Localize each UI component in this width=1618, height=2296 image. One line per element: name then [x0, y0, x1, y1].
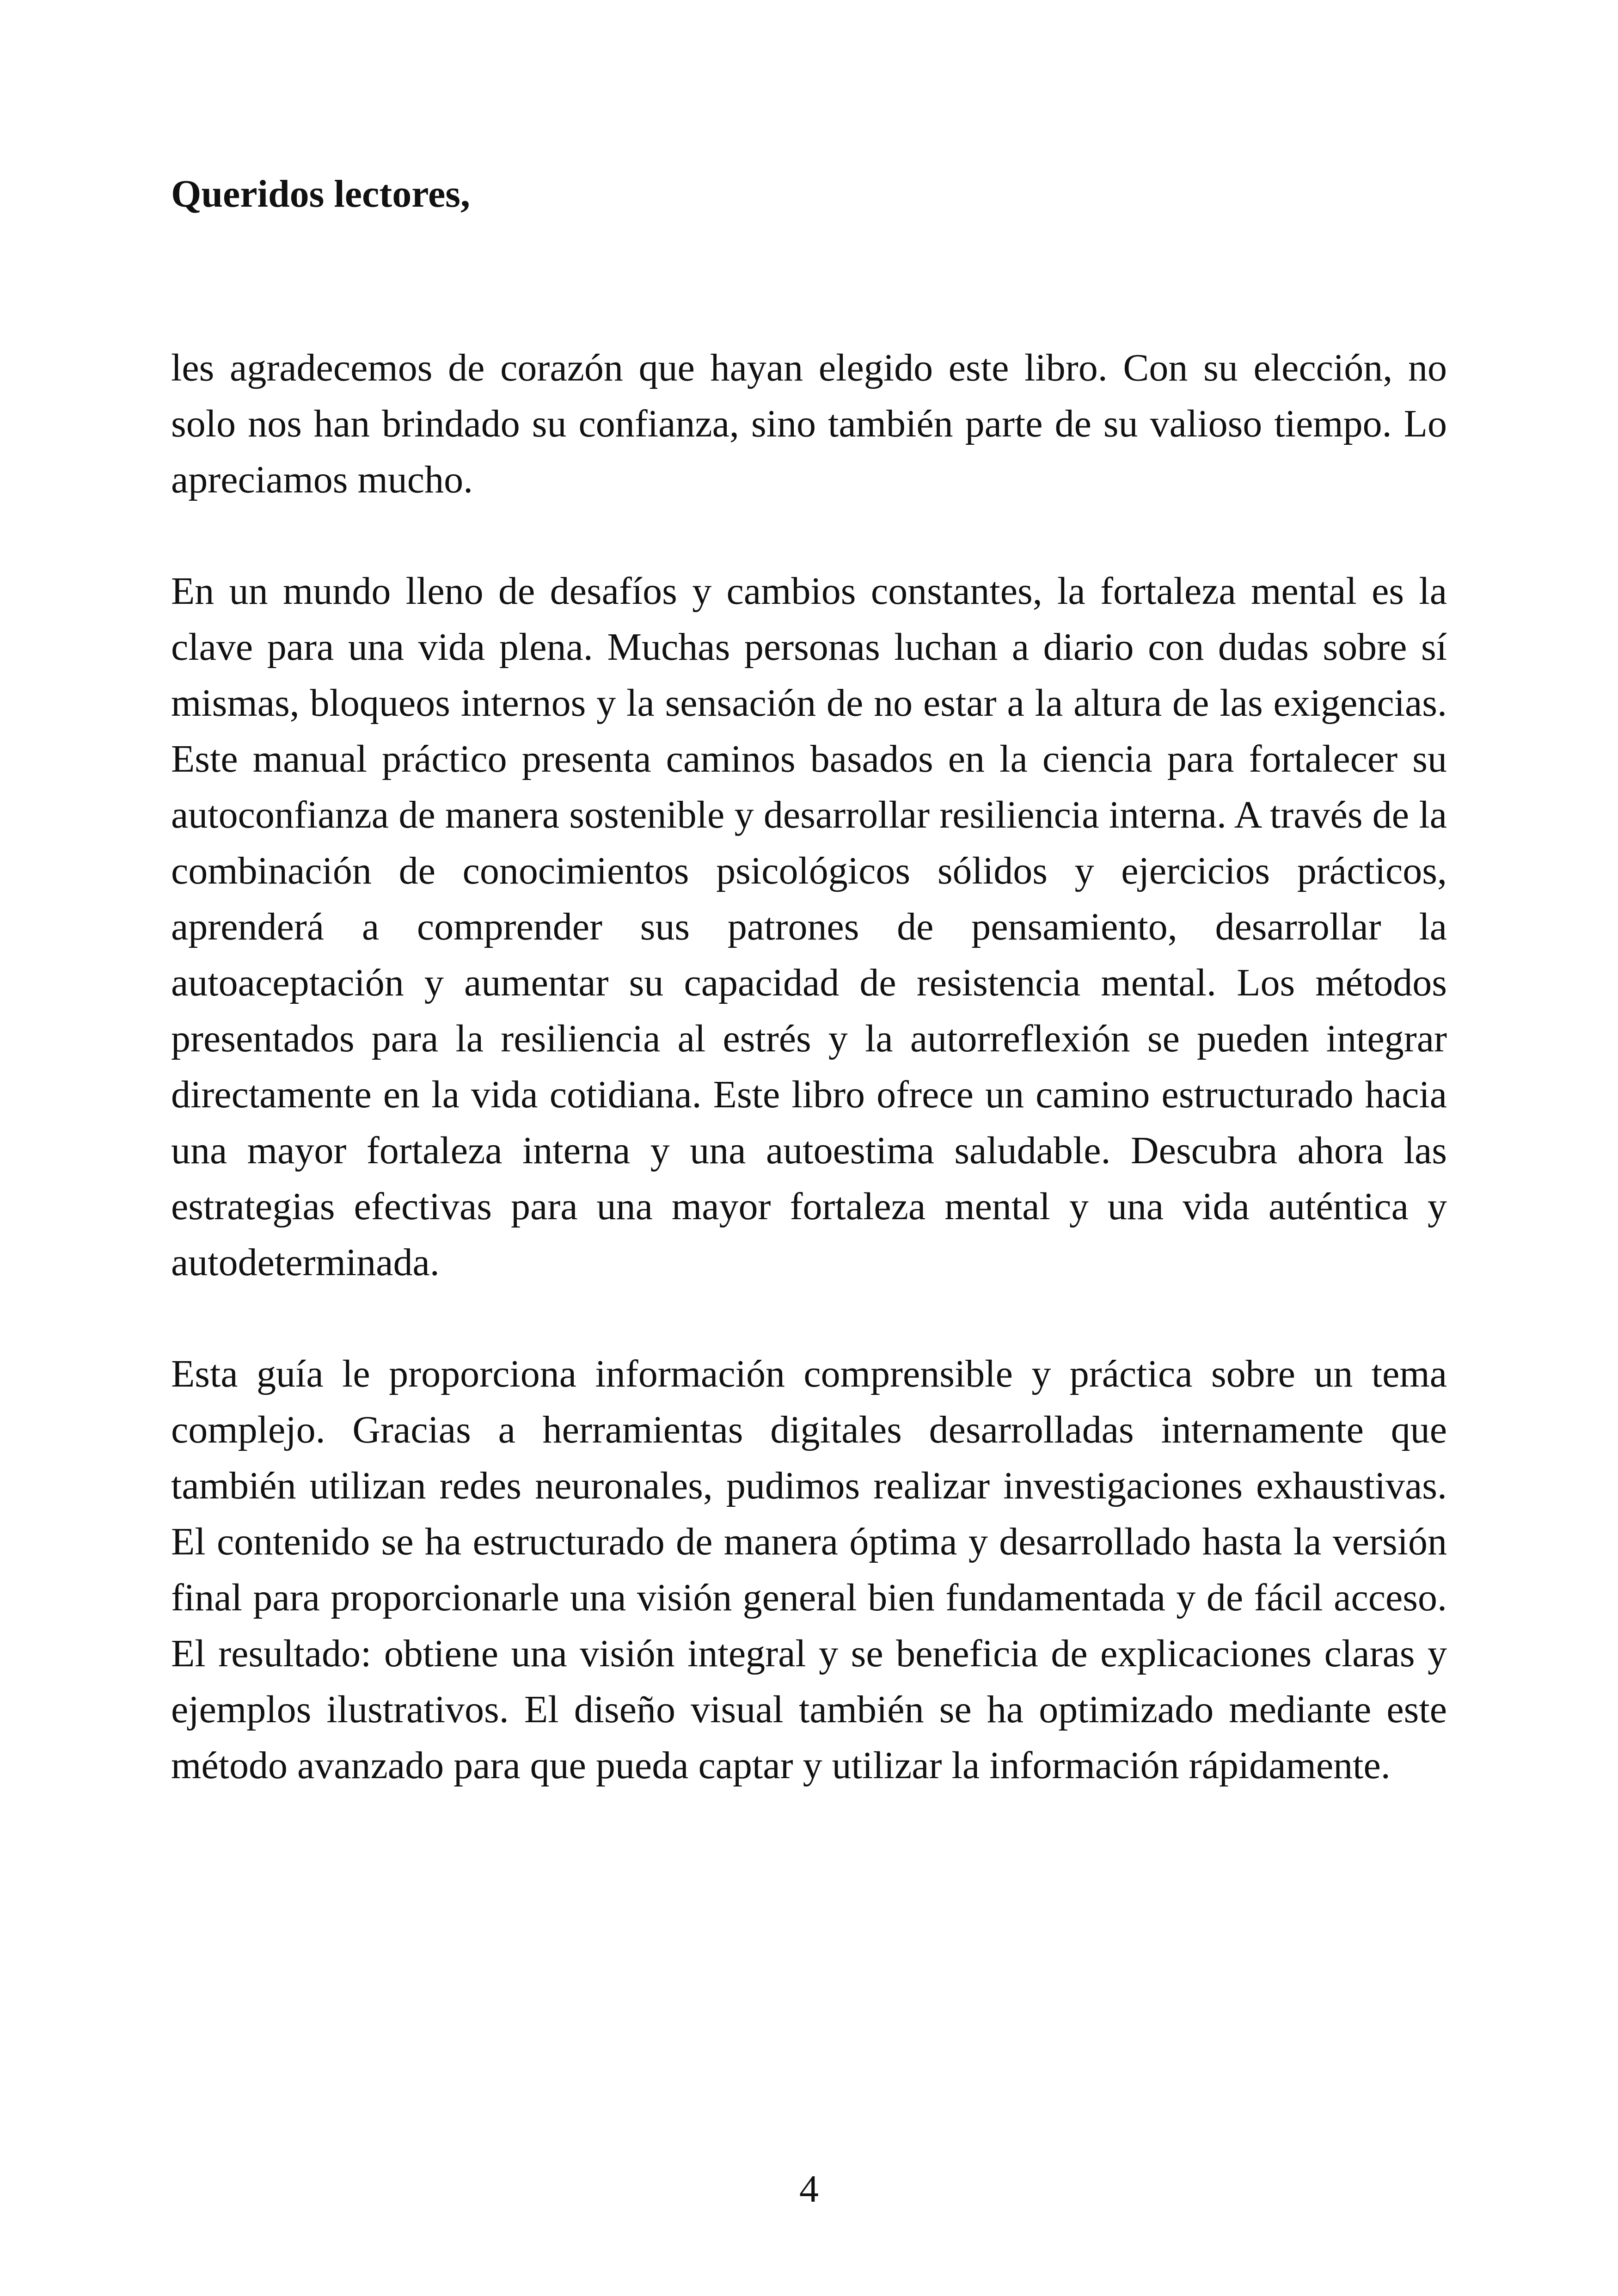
salutation-heading: Queridos lectores,	[171, 172, 470, 215]
body-text	[171, 340, 1447, 1849]
paragraph-introduction: En un mundo lleno de desafíos y cambios constantes, la fortaleza mental es la clave para una vida plena. Muchas personas luchan a diario con dudas sobre sí mismas, bloqueos internos y la sensación de no estar a la altura de las exigencias. Este manual práctico presenta caminos basados en la ciencia para fortalecer su autoconfianza de manera sostenible y desarrollar resiliencia interna. A través de la combinación de conocimientos psicológicos sólidos y ejercicios prácticos, aprenderá a comprender sus patrones de pensamiento, desarrollar la autoaceptación y aumentar su capacidad de resistencia mental. Los métodos presentados para la resiliencia al estrés y la autorreflexión se pueden integrar directamente en la vida cotidiana. Este libro ofrece un camino estructurado hacia una mayor fortaleza interna y una autoestima saludable. Descubra ahora las estrategias efectivas para una mayor fortaleza mental y una vida auténtica y autodeterminada.	[171, 570, 1447, 1284]
paragraph-guide-method: Esta guía le proporciona información comprensible y práctica sobre un tema complejo. Gracias a herramientas digitales desarrolladas internamente que también utilizan redes neuronales, pudimos realizar investigaciones exhaustivas. El contenido se ha estructurado de manera óptima y desarrollado hasta la versión final para proporcionarle una visión general bien fundamentada y de fácil acceso. El resultado: obtiene una visión integral y se beneficia de explicaciones claras y ejemplos ilustrativos. El diseño visual también se ha optimizado mediante este método avanzado para que pueda captar y utilizar la información rápidamente.	[171, 1352, 1447, 1787]
page-number: 4	[799, 2167, 819, 2210]
paragraph-thanks: les agradecemos de corazón que hayan elegido este libro. Con su elección, no solo nos han brindado su confianza, sino también parte de su valioso tiempo. Lo apreciamos mucho.	[171, 346, 1447, 501]
